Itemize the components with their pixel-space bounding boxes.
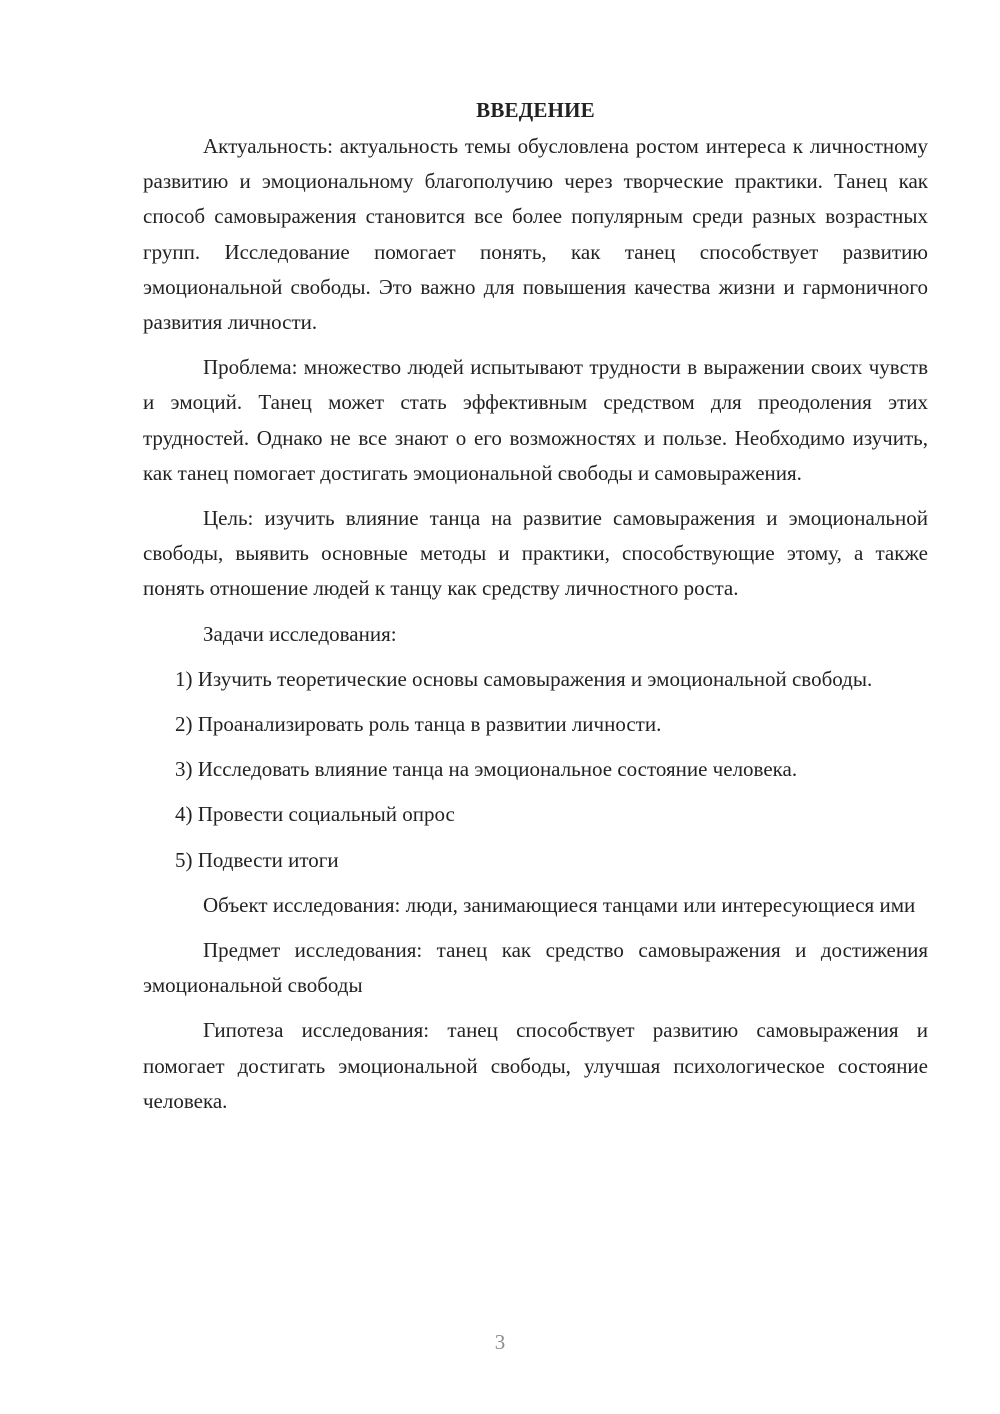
paragraph-hypothesis: Гипотеза исследования: танец способствует развитию самовыражения и помогает достигать эмоциональной свободы, улучшая психологическое состояние человека.	[143, 1018, 928, 1113]
paragraph-relevance: Актуальность: актуальность темы обусловлена ростом интереса к личностному развитию и эмоциональному благополучию через творческие практики. Танец как способ самовыражения становится все более популярным среди разных возрастных групп. Исследование помогает понять, как танец способствует развитию эмоциональной свободы. Это важно для повышения качества жизни и гармоничного развития личности.	[143, 134, 928, 335]
paragraph-object: Объект исследования: люди, занимающиеся танцами или интересующиеся ими	[203, 892, 916, 917]
list-item: 3) Исследовать влияние танца на эмоциональное состояние человека.	[175, 757, 798, 782]
paragraph-subject: Предмет исследования: танец как средство самовыражения и достижения эмоциональной свободы	[143, 938, 928, 998]
list-item: 4) Провести социальный опрос	[175, 802, 455, 827]
tasks-heading: Задачи исследования:	[203, 621, 397, 646]
document-page	[143, 93, 928, 1129]
list-item: 1) Изучить теоретические основы самовыражения и эмоциональной свободы.	[175, 666, 873, 691]
paragraph-goal: Цель: изучить влияние танца на развитие самовыражения и эмоциональной свободы, выявить основные методы и практики, способствующие этому, а также понять отношение людей к танцу как средству личностного роста.	[143, 506, 928, 601]
page-number: 3	[494, 1330, 506, 1354]
paragraph-problem: Проблема: множество людей испытывают трудности в выражении своих чувств и эмоций. Танец может стать эффективным средством для преодоления этих трудностей. Однако не все знают о его возможностях и пользе. Необходимо изучить, как танец помогает достигать эмоциональной свободы и самовыражения.	[143, 355, 928, 485]
list-item: 5) Подвести итоги	[175, 847, 339, 872]
page-title: ВВЕДЕНИЕ	[476, 98, 595, 122]
tasks-list	[143, 662, 928, 878]
list-item: 2) Проанализировать роль танца в развитии личности.	[175, 712, 662, 737]
